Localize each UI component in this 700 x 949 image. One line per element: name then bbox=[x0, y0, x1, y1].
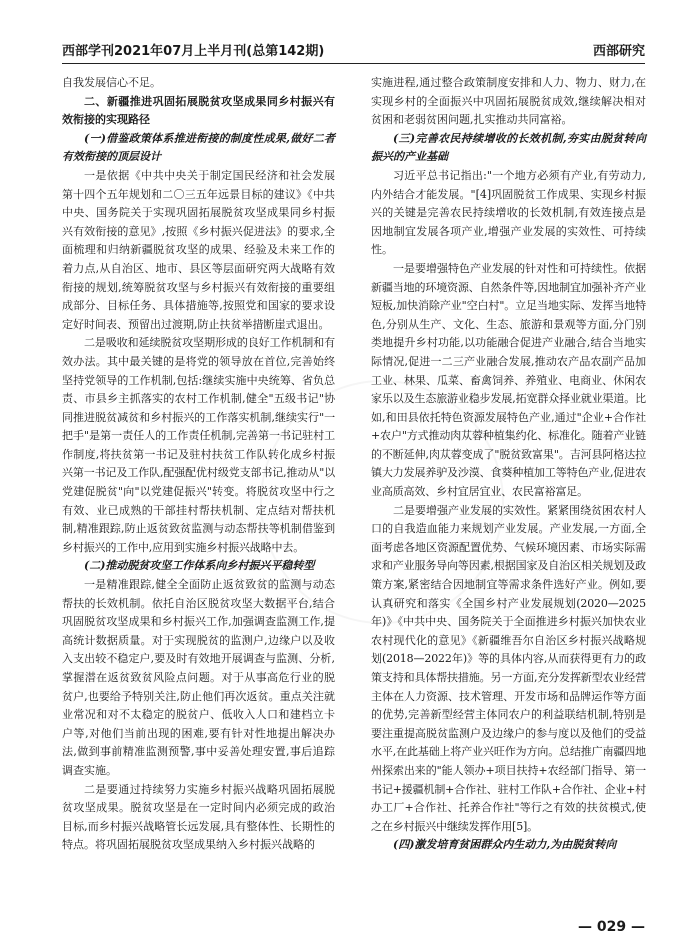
subsection-heading: (四)激发培育贫困群众内生动力,为由脱贫转向 bbox=[393, 838, 617, 852]
paragraph: 二是吸收和延续脱贫攻坚期形成的良好工作机制和有效办法。其中最关键的是将党的领导放在首位,完善始终坚持党领导的工作机制,包括:继续实施中央统筹、省负总责、市县乡主抓落实的农村工作机制,健全"五级书记"协同推进脱贫减贫和乡村振兴的工作落实机制,继续实行"一把手"是第一责任人的工作责任机制,完善第一书记驻村工作制度,将扶贫第一书记及驻村扶贫工作队转化成乡村振兴第一书记及工作队,配强配优村级党支部书记,推动从"以党建促脱贫"向"以党建促振兴"转变。将脱贫攻坚中行之有效、业已成熟的干部挂村帮扶机制、定点结对帮扶机制,精准跟踪,防止返贫致贫监测与动态帮扶等机制借鉴到乡村振兴的工作中,应用到实施乡村振兴战略中去。 bbox=[62, 336, 335, 554]
section-heading: 二、新疆推进巩固拓展脱贫攻坚成果同乡村振兴有效衔接的实现路径 bbox=[62, 94, 335, 127]
paragraph: 一是要增强特色产业发展的针对性和可持续性。依据新疆当地的环境资源、自然条件等,因地制宜加强补齐产业短板,加快消除产业"空白村"。立足当地实际、发挥当地特色,分别从生产、文化、生态、旅游和景观等方面,分门别类地提升乡村功能,以功能融合促进产业融合,结合当地实际情况,促进一二三产业融合发展,推动农产品农副产品加工业、林果、瓜菜、畜禽饲养、养殖业、电商业、休闲农家乐以及生态旅游业稳步发展,拓宽群众择业就业渠道。比如,和田县依托特色资源发展特色产业,通过"企业+合作社+农户"方式推动肉苁蓉种植集约化、标准化。随着产业链的不断延伸,肉苁蓉变成了"脱贫致富果"。吉河县阿格达拉镇大力发展养驴及沙漠、食葵种植加工等特色产业,促进农业高质高效、乡村宜居宜业、农民富裕富足。 bbox=[371, 261, 646, 499]
paragraph: 二是要增强产业发展的实效性。紧紧围绕贫困农村人口的自我造血能力来规划产业发展。产业发展,一方面,全面考虑各地区资源配置优势、气候环境因素、市场实际需求和产业服务导向等因素,根据国家及自治区相关规划及政策方案,紧密结合因地制宜等需求条件选好产业。例如,要认真研究和落实《全国乡村产业发展规划(2020—2025年)》《中共中央、国务院关于全面推进乡村振兴加快农业农村现代化的意见》《新疆维吾尔自治区乡村振兴战略规划(2018—2022年)》等的具体内容,从而获得更有力的政策支持和具体帮扶措施。另一方面,充分发挥新型农业经营主体在人力资源、技术管理、开发市场和品牌运作等方面的优势,完善新型经营主体同农户的利益联结机制,特别是要注重提高脱贫监测户及边缘户的参与度以及他们的受益水平,在此基础上将产业兴旺作为方向。总结推广南疆四地州探索出来的"能人领办+项目扶持+农经部门指导、第一书记+援疆机制+合作社、驻村工作队+合作社、企业+村办工厂+合作社、托养合作社"等行之有效的扶贫模式,使之在乡村振兴中继续发挥作用[5]。 bbox=[371, 503, 646, 833]
paragraph: 一是依据《中共中央关于制定国民经济和社会发展第十四个五年规划和二〇三五年远景目标的建议》《中共中央、国务院关于实现巩固拓展脱贫攻坚成果同乡村振兴有效衔接的意见》,按照《乡村振兴促进法》的要求,全面梳理和归纳新疆脱贫攻坚的成果、经验及未来工作的着力点,从自治区、地市、县区等层面研究两大战略有效衔接的规划,统筹脱贫攻坚与乡村振兴有效衔接的重要组成部分、目标任务、具体措施等,按照党和国家的要求设定好时间表、预留出过渡期,防止扶贫举措断崖式退出。 bbox=[62, 168, 335, 331]
section-name: 西部研究 bbox=[592, 44, 645, 59]
subsection-heading: (一)借鉴政策体系推进衔接的制度性成果,做好二者有效衔接的顶层设计 bbox=[62, 131, 335, 164]
paragraph: 二是要通过持续努力实施乡村振兴战略巩固拓展脱贫攻坚成果。脱贫攻坚是在一定时间内必须完成的政治目标,而乡村振兴战略管长远发展,具有整体性、长期性的特点。将巩固拓展脱贫攻坚成果纳入乡村振兴战略的 bbox=[62, 782, 335, 852]
paragraph: 实施进程,通过整合政策制度安排和人力、物力、财力,在实现乡村的全面振兴中巩固拓展脱贫成效,继续解决相对贫困和老弱贫困问题,扎实推动共同富裕。 bbox=[371, 76, 646, 127]
header-rule bbox=[62, 63, 645, 64]
paragraph: 自我发展信心不足。 bbox=[62, 76, 161, 89]
paragraph: 一是精准跟踪,健全全面防止返贫致贫的监测与动态帮扶的长效机制。依托自治区脱贫攻坚大数据平台,结合巩固脱贫攻坚成果和乡村振兴工作,加强调查监测工作,提高统计数据质量。对于实现脱贫的监测户,边缘户以及收入支出较不稳定户,要及时有效地开展调查与监测、分析,掌握潜在返贫致贫风险点问题。对于从事高危行业的脱贫户,也要给予特别关注,防止他们再次返贫。重点关注就业常况和对不太稳定的脱贫户、低收入人口和建档立卡户等,对他们当前出现的困难,要有针对性地提出解决办法,做到事前精准监测预警,事中妥善处理安置,事后追踪调查实施。 bbox=[62, 578, 335, 777]
subsection-heading: (三)完善农民持续增收的长效机制,夯实由脱贫转向振兴的产业基础 bbox=[371, 131, 646, 164]
subsection-heading: (二)推动脱贫攻坚工作体系向乡村振兴平稳转型 bbox=[84, 559, 315, 573]
page-number: — 029 — bbox=[578, 919, 645, 935]
left-column bbox=[62, 74, 335, 855]
journal-title: 西部学刊2021年07月上半月刊(总第142期) bbox=[62, 44, 325, 59]
paragraph: 习近平总书记指出:"一个地方必须有产业,有劳动力,内外结合才能发展。"[4]巩固脱贫工作成果、实现乡村振兴的关键是完善农民持续增收的长效机制,有效连接点是因地制宜发展各项产业,增强产业发展的实效性、可持续性。 bbox=[371, 168, 646, 257]
right-column bbox=[371, 74, 646, 855]
page-header bbox=[62, 40, 645, 62]
